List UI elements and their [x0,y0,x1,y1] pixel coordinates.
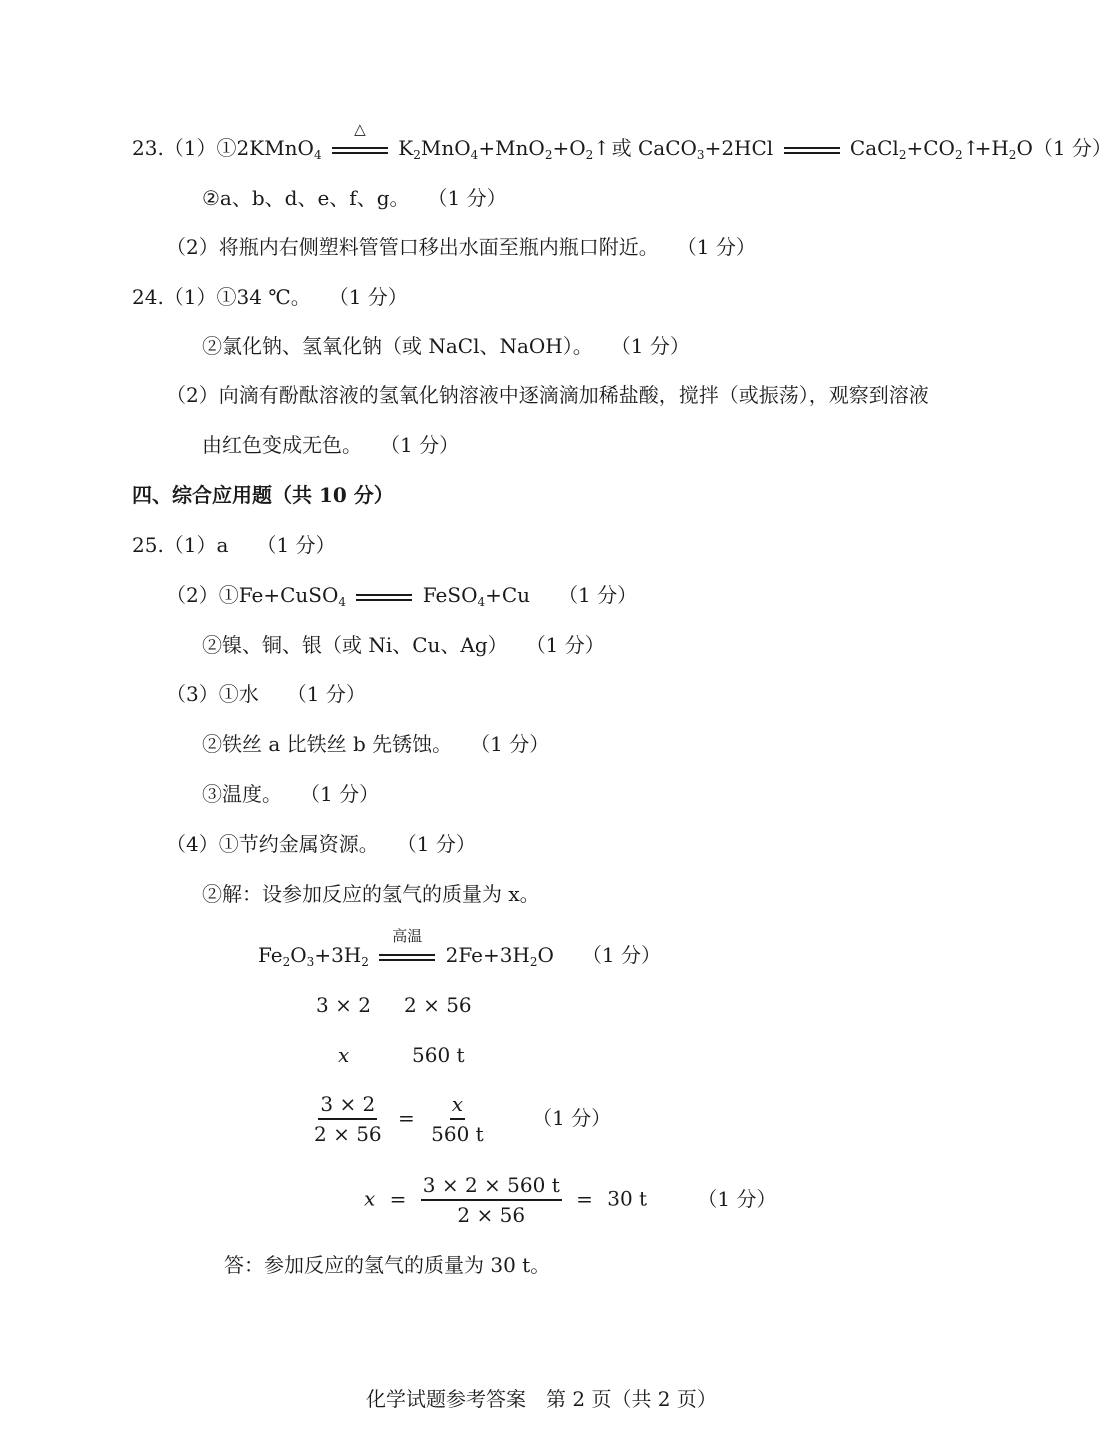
equals-sign [784,140,840,160]
heating-equals-sign: △ [332,140,388,160]
q24-part2-line1: （2）向滴有酚酞溶液的氢氧化钠溶液中逐滴滴加稀盐酸，搅拌（或振荡），观察到溶液 [166,383,929,407]
q23-part1-sub2: ②a、b、d、e、f、g。 （1 分） [202,186,507,210]
q25-given-right: 560 t [412,1043,465,1067]
gas-arrow-icon: ↑ [593,136,611,160]
high-temperature-equals-sign: 高温 [379,947,435,967]
q25-proportion: $\frac{3 \times 2}{2 \times 56}$ = $\frac{x}{560 t}$ （1 分） [314,1092,612,1146]
q23-part1-equation: 23.（1）①2KMnO$_4$ △ $K_2MnO_4+MnO_2+O_2↑$ 或 CaCO$_3$+2HCl $CaCl_2+CO_2↑+H_2O(1$ 分） [132,119,1112,162]
fraction: $\frac{3 \times 2}{2 \times 56}$ [314,1092,382,1146]
equals-sign [356,587,412,607]
fraction: $\frac{x}{560 t}$ [431,1092,484,1146]
q24-part1: 24.（1）①34 ℃。 （1 分） [132,285,408,309]
q25-answer: 答：参加反应的氢气的质量为 30 t。 [224,1253,551,1277]
q25-calculation: x = $\frac{3 \times 2 \times 560 t}{2 \times 56}$ = 30 t （1 分） [364,1173,777,1227]
q25-part2-equation: （2）①Fe+CuSO$_4$ FeSO$_4$+Cu （1 分） [166,583,638,609]
q25-ratio-right: 2 × 56 [404,993,472,1017]
q25-part2-sub2: ②镍、铜、银（或 Ni、Cu、Ag） （1 分） [202,633,605,657]
q25-ratio-left: 3 × 2 [316,993,371,1017]
fraction: $\frac{3 \times 2 \times 560 t}{2 \times 56}$ [422,1173,560,1227]
q24-part1-sub2: ②氯化钠、氢氧化钠（或 NaCl、NaOH）。 （1 分） [202,334,690,358]
q25-part4-solution-intro: ②解：设参加反应的氢气的质量为 x。 [202,882,540,906]
q25-part4: （4）①节约金属资源。 （1 分） [166,832,476,856]
section-heading: 四、综合应用题（共 10 分） [132,483,394,507]
q25-part3: （3）①水 （1 分） [166,682,366,706]
q23-part2: （2）将瓶内右侧塑料管管口移出水面至瓶内瓶口附近。 （1 分） [166,235,756,259]
q25-given-left: x [338,1043,350,1067]
q24-part2-line2: 由红色变成无色。 （1 分） [202,433,460,457]
q25-part3-sub2: ②铁丝 a 比铁丝 b 先锈蚀。 （1 分） [202,732,550,756]
q25-reaction-equation: $Fe_2O_3+3H_2$ 高温 $2Fe+3H_2O$ （1 分） [258,926,662,969]
q25-part3-sub3: ③温度。 （1 分） [202,782,380,806]
page-footer: 化学试题参考答案 第 2 页（共 2 页） [366,1387,717,1411]
gas-arrow-icon: ↑ [962,136,980,160]
q25-part1: 25.（1）a （1 分） [132,533,336,557]
